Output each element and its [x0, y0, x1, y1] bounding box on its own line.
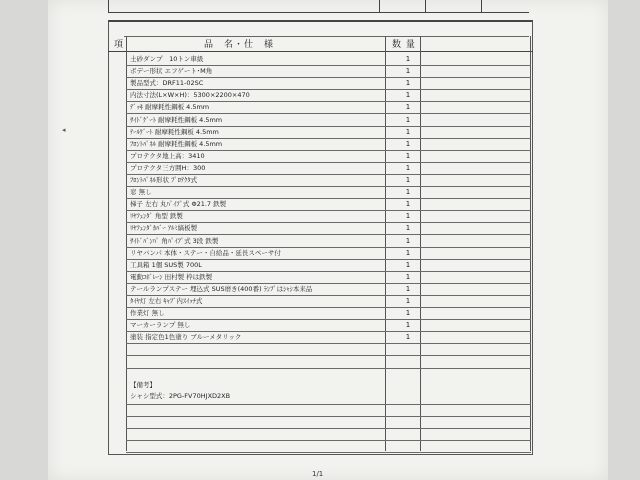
table-row — [126, 271, 531, 284]
row-qty: 1 — [405, 79, 411, 88]
table-row — [126, 162, 531, 175]
row-spec: ｻｲﾄﾞｹﾞｰﾄ 耐摩耗性鋼板 4.5mm — [130, 115, 223, 124]
row-qty: 1 — [405, 127, 411, 136]
table-row — [126, 101, 531, 114]
row-spec: 窓 無し — [130, 188, 152, 197]
table-row-empty — [126, 440, 531, 453]
row-qty: 1 — [405, 188, 411, 197]
table-row-empty — [126, 356, 531, 369]
table-row — [126, 77, 531, 90]
row-qty: 1 — [405, 55, 411, 63]
row-qty: 1 — [405, 224, 411, 233]
table-row — [126, 126, 531, 139]
row-spec: 梯子 左右 丸ﾊﾟｲﾌﾟ式 Φ21.7 鉄製 — [130, 200, 227, 209]
top-table-fragment — [108, 0, 529, 13]
table-row — [126, 53, 531, 66]
table-header — [108, 36, 533, 52]
table-row — [126, 319, 531, 332]
table-row — [126, 174, 531, 187]
row-qty: 1 — [405, 91, 411, 100]
row-spec: テールランプステー 埋込式 SUS磨き(400番) ﾗﾝﾌﾟはｼｬｼ本来品 — [130, 284, 313, 293]
row-qty: 1 — [405, 333, 411, 342]
row-qty: 1 — [405, 260, 411, 269]
row-qty: 1 — [405, 321, 411, 330]
row-qty: 1 — [405, 115, 411, 124]
margin-mark: ◂ — [62, 126, 66, 134]
table-row-empty — [126, 416, 531, 429]
table-row — [126, 259, 531, 272]
table-row — [126, 222, 531, 235]
row-qty: 1 — [405, 103, 411, 112]
table-row-empty — [126, 404, 531, 417]
row-spec: 工具箱 1個 SUS製 700L — [130, 260, 202, 269]
row-spec: 電動ｺﾎﾞﾚｰﾝ 田村製 枠は鉄製 — [130, 272, 213, 281]
table-row-empty — [126, 428, 531, 441]
header-item: 項 — [114, 40, 125, 50]
row-qty: 1 — [405, 309, 411, 318]
table-row — [126, 295, 531, 308]
table-row — [126, 247, 531, 260]
row-qty: 1 — [405, 176, 411, 184]
row-spec: ﾃﾞｯｷ 耐摩耗性鋼板 4.5mm — [130, 103, 210, 112]
row-spec: 作業灯 無し — [130, 309, 165, 318]
row-spec: ﾌﾛﾝﾄﾊﾟﾈﾙ 耐摩耗性鋼板 4.5mm — [130, 139, 223, 148]
row-qty: 1 — [405, 284, 411, 293]
row-spec: プロテクタ地上高：3410 — [130, 151, 205, 160]
row-spec: 塗装 指定色1色塗り ブルーメタリック — [130, 333, 242, 342]
row-spec: ﾘﾔﾌｪﾝﾀﾞ 角型 鉄製 — [130, 212, 183, 221]
row-qty: 1 — [405, 236, 411, 245]
remarks-heading: 【備考】 — [130, 381, 156, 389]
row-spec: ボデー形状 エフゲート･M角 — [130, 67, 213, 76]
table-row-empty — [126, 343, 531, 356]
table-row — [126, 65, 531, 78]
row-spec: 製品型式：DRF11-02SC — [130, 79, 204, 88]
row-spec: プロテクタ三方囲H：300 — [130, 163, 206, 172]
row-qty: 1 — [405, 67, 411, 76]
row-qty: 1 — [405, 163, 411, 172]
page-number: 1/1 — [312, 470, 324, 478]
chassis-model: シャシ型式：2PG-FV70HJXD2XB — [130, 392, 231, 400]
row-qty: 1 — [405, 272, 411, 281]
table-row — [126, 331, 531, 344]
table-row — [126, 114, 531, 127]
top-cell-divider — [481, 0, 482, 12]
table-row — [126, 235, 531, 248]
row-spec: ﾃｰﾙｹﾞｰﾄ 耐摩耗性鋼板 4.5mm — [130, 127, 219, 136]
table-row — [126, 89, 531, 102]
row-spec: ﾀｲﾔ灯 左右 ｷｬﾌﾞ内ｽｲｯﾁ式 — [130, 297, 203, 305]
row-qty: 1 — [405, 139, 411, 148]
row-spec: マーカーランプ 無し — [130, 321, 191, 330]
table-row — [126, 138, 531, 151]
row-qty: 1 — [405, 151, 411, 160]
row-spec: 土砂ダンプ 10トン車級 — [130, 55, 204, 63]
table-row — [126, 210, 531, 223]
header-qty: 数 量 — [392, 40, 416, 50]
row-qty: 1 — [405, 200, 411, 209]
row-qty: 1 — [405, 248, 411, 257]
top-cell-divider — [379, 0, 380, 12]
row-spec: ｻｲﾄﾞﾊﾞﾝﾊﾟ 角ﾊﾟｲﾌﾟ式 3段 鉄製 — [130, 236, 219, 245]
table-row — [126, 283, 531, 296]
row-spec: リヤバンパ 本体・ステー・自給品・延長スペーサ付 — [130, 248, 281, 257]
table-row — [126, 186, 531, 199]
row-spec: ﾌﾛﾝﾄﾊﾟﾈﾙ形状 ﾌﾟﾛﾃｸﾀ式 — [130, 176, 198, 184]
row-spec: 内法寸法(L×W×H)：5300×2200×470 — [130, 91, 250, 100]
row-qty: 1 — [405, 297, 411, 305]
row-spec: ﾘﾔﾌｪﾝﾀﾞｶﾊﾞｰ ｱﾙﾐ縞板製 — [130, 224, 198, 233]
table-row — [126, 150, 531, 163]
top-cell-divider — [425, 0, 426, 12]
table-row — [126, 198, 531, 211]
row-qty: 1 — [405, 212, 411, 221]
header-spec: 品 名・仕 様 — [204, 40, 275, 50]
table-row — [126, 307, 531, 320]
